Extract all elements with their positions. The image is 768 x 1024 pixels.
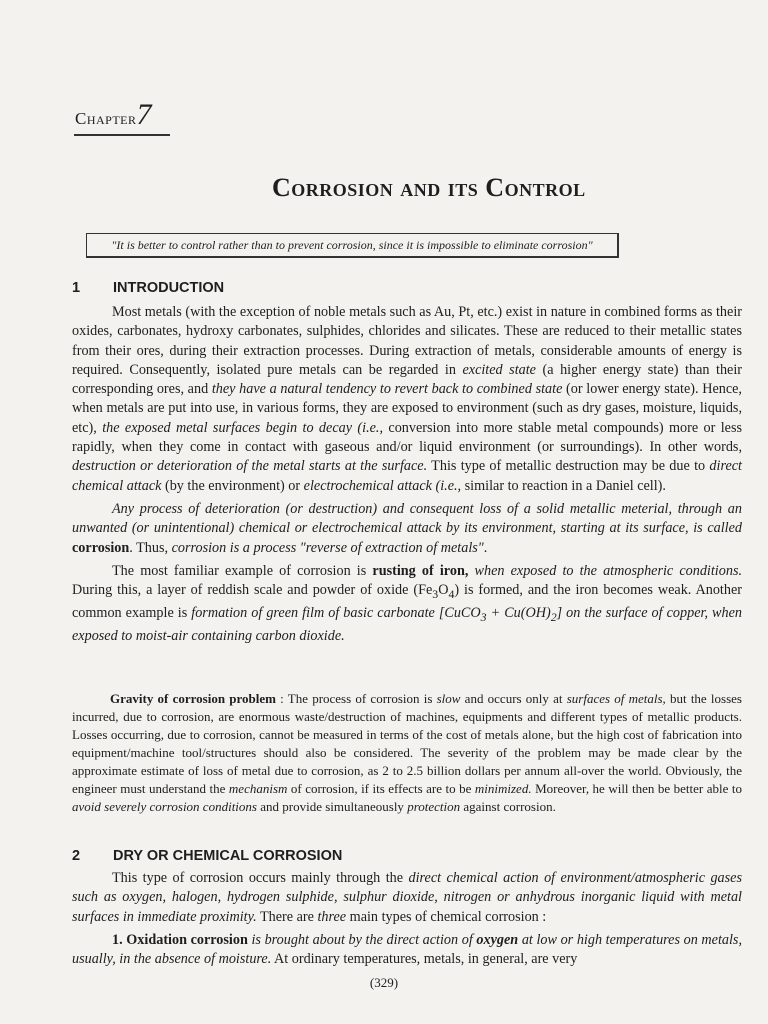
epigraph-quote: "It is better to control rather than to prevent corrosion, since it is impossible to eliminate corrosion": [86, 233, 619, 258]
dry-paragraph-2: 1. Oxidation corrosion is brought about by the direct action of oxygen at low or high temperatures on metals, usually, in the absence of moisture. At ordinary temperatures, metals, in general, are very: [72, 931, 743, 968]
dry-corrosion-body: [72, 869, 742, 973]
introduction-body: [72, 303, 742, 651]
chapter-word: Chapter: [75, 109, 137, 128]
chapter-title: Corrosion and its Control: [272, 173, 586, 202]
chapter-number: 7: [136, 98, 153, 131]
section-number: 1: [72, 280, 81, 296]
intro-paragraph-2: Any process of deterioration (or destruction) and consequent loss of a solid metallic meterial, through an unwanted (or unintentional) chemical or electrochemical attack by its environment, starting at its surface, is called corrosion. Thus, corrosion is a process "reverse of extraction of metals".: [72, 500, 742, 556]
section-title: DRY OR CHEMICAL CORROSION: [113, 848, 343, 864]
chapter-rule: [74, 134, 170, 136]
chapter-label: [75, 98, 152, 132]
intro-paragraph-3: The most familiar example of corrosion is rusting of iron, when exposed to the atmospheric conditions. During this, a layer of reddish scale and powder of oxide $(Fe_3O_4)$ is formed, and the iron becomes weak. Another common example is formation of green film of basic carbonate [CuCO$_3$ + $Cu(OH)_2$] on the surface of copper, when exposed to moist-air containing carbon dioxide.: [72, 562, 743, 645]
section-number: 2: [72, 848, 81, 864]
gravity-paragraph-block: [72, 690, 742, 820]
section-title: INTRODUCTION: [113, 280, 225, 296]
page-number: (329): [369, 975, 399, 990]
intro-paragraph-1: Most metals (with the exception of noble metals such as Au, Pt, etc.) exist in nature in combined forms as their oxides, carbonates, hydroxy carbonates, sulphides, chlorides and silicates. These are reduced to their metallic states from their ores, during their extraction processes. During extraction of metals, considerable amounts of energy is required. Consequently, isolated pure metals can be regarded in excited state (a higher energy state) than their corresponding ores, and they have a natural tendency to revert back to combined state (or lower energy state). Hence, when metals are put into use, in various forms, they are exposed to environment (such as dry gases, moisture, liquids, etc), the exposed metal surfaces begin to decay (i.e., conversion into more stable metal compounds) more or less rapidly, when they come in contact with gaseous and/or liquid environment (or surroundings). In other words, destruction or deterioration of the metal starts at the surface. This type of metallic destruction may be due to direct chemical attack (by the environment) or electrochemical attack (i.e., similar to reaction in a Daniel cell).: [72, 304, 743, 494]
dry-paragraph-1: This type of corrosion occurs mainly through the direct chemical action of environment/atmospheric gases such as oxygen, halogen, hydrogen sulphide, sulphur dioxide, nitrogen or anhydrous inorganic liquid with metal surfaces in immediate proximity. There are three main types of chemical corrosion :: [72, 870, 742, 925]
gravity-paragraph: Gravity of corrosion problem : The process of corrosion is slow and occurs only at surfaces of metals, but the losses incurred, due to corrosion, are enormous waste/destruction of machines, equipments and different types of metallic products. Losses occurring, due to corrosion, cannot be measured in terms of the cost of metals alone, but the high cost of fabrication into equipment/machine tool/structures should also be considered. The severity of the problem may be made clear by the approximate estimate of loss of metal due to corrosion, as 2 to 2.5 billion dollars per annum all-over the world. Obviously, the engineer must understand the mechanism of corrosion, if its effects are to be minimized. Moreover, he will then be better able to avoid severely corrosion conditions and provide simultaneously protection against corrosion.: [72, 691, 742, 814]
